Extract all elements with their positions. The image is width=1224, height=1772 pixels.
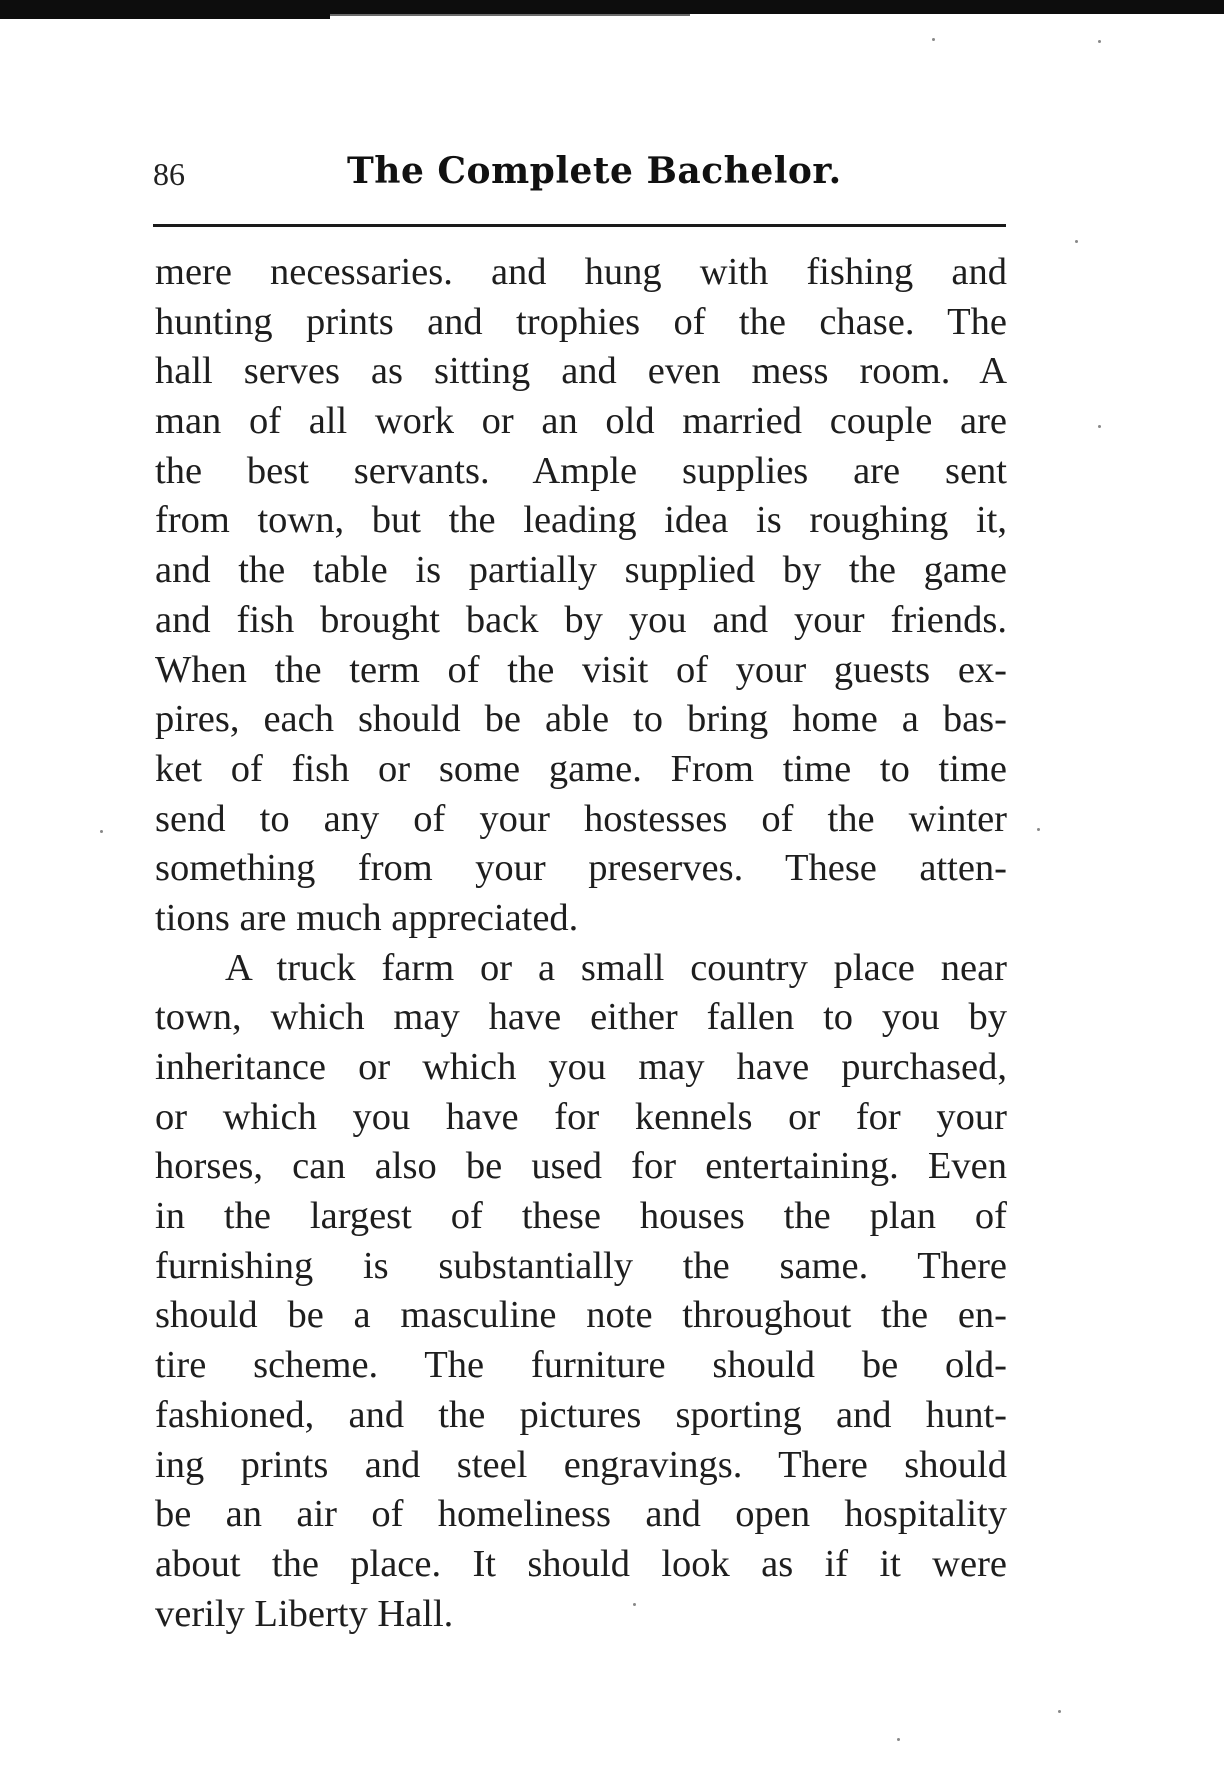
text-line: furnishing is substantially the same. There	[155, 1244, 1007, 1287]
text-line: horses, can also be used for entertaining. Even	[155, 1145, 1007, 1188]
text-line: in the largest of these houses the plan of	[155, 1195, 1007, 1238]
text-line: inheritance or which you may have purchased,	[155, 1046, 1007, 1088]
text-line: mere necessaries. and hung with fishing and	[155, 251, 1007, 293]
text-line: should be a masculine note throughout the en-	[155, 1294, 1007, 1337]
body-text	[155, 248, 1007, 1639]
scan-speck	[1058, 1710, 1061, 1713]
scan-speck	[1098, 40, 1101, 43]
text-line: When the term of the visit of your guests ex-	[155, 648, 1007, 691]
text-line: something from your preserves. These atten-	[155, 847, 1007, 890]
text-line: and fish brought back by you and your friends.	[155, 598, 1007, 641]
text-line: be an air of homeliness and open hospitality	[155, 1493, 1007, 1536]
scan-speck	[1037, 828, 1040, 831]
text-line: tire scheme. The furniture should be old-	[155, 1344, 1007, 1387]
text-line: hall serves as sitting and even mess room. A	[155, 350, 1007, 393]
page-header	[153, 150, 1006, 210]
text-line: and the table is partially supplied by the game	[155, 549, 1007, 592]
text-line: send to any of your hostesses of the winter	[155, 797, 1007, 840]
text-line: ing prints and steel engravings. There should	[155, 1443, 1007, 1486]
scan-speck	[1075, 240, 1078, 243]
text-line: fashioned, and the pictures sporting and hunt-	[155, 1393, 1007, 1436]
scan-speck	[932, 38, 935, 41]
text-line: town, which may have either fallen to you by	[155, 996, 1007, 1039]
text-line: from town, but the leading idea is roughing it,	[155, 499, 1007, 542]
paragraph-end-line: tions are much appreciated.	[155, 896, 579, 939]
text-line: about the place. It should look as if it were	[155, 1542, 1007, 1585]
page-number: 86	[153, 156, 185, 192]
paragraph-end-line: verily Liberty Hall.	[155, 1592, 454, 1635]
top-scan-border-left	[0, 14, 330, 19]
scan-speck	[633, 1603, 636, 1606]
scan-speck	[100, 830, 103, 833]
text-line: hunting prints and trophies of the chase. The	[155, 300, 1007, 343]
running-title: The Complete Bachelor.	[347, 150, 842, 192]
text-line: the best servants. Ample supplies are sent	[155, 449, 1007, 492]
text-line: pires, each should be able to bring home a bas-	[155, 698, 1007, 741]
text-line: or which you have for kennels or for your	[155, 1095, 1007, 1138]
paragraph-start-line: A truck farm or a small country place near	[225, 946, 1007, 989]
top-scan-border-thin	[330, 14, 690, 16]
text-line: man of all work or an old married couple are	[155, 400, 1007, 443]
header-rule	[153, 224, 1006, 227]
text-line: ket of fish or some game. From time to time	[155, 747, 1007, 790]
top-scan-border	[0, 0, 1224, 14]
scan-speck	[897, 1738, 900, 1741]
scan-speck	[1098, 425, 1101, 428]
